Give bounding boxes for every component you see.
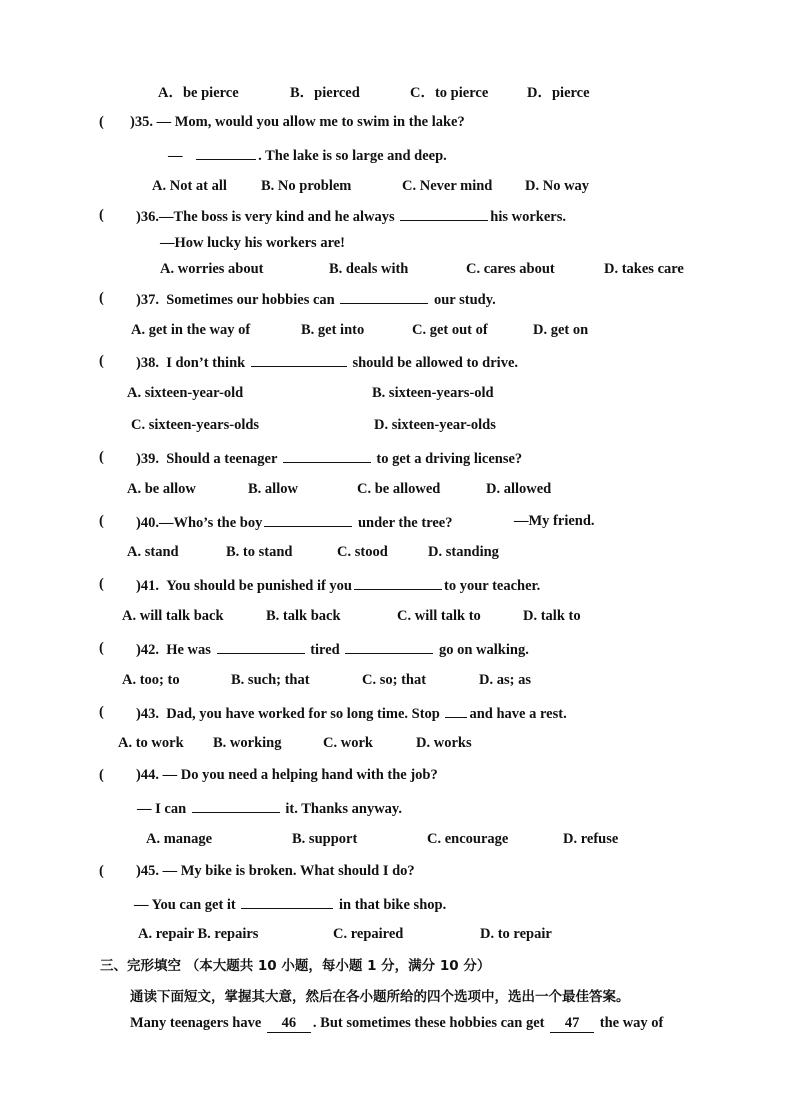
passage-text-3: the way of — [599, 1015, 664, 1031]
option-c: C. encourage — [427, 831, 509, 847]
reply-text: — I can — [137, 801, 187, 817]
q44-reply — [137, 798, 402, 818]
question-stem — [136, 639, 529, 659]
option-c: C. cares about — [466, 261, 555, 277]
answer-paren-open: ( — [99, 207, 104, 223]
question-number: )44. — [136, 767, 159, 783]
answer-blank-2[interactable] — [345, 639, 433, 654]
question-number: )45. — [136, 863, 159, 879]
answer-blank[interactable] — [354, 575, 442, 590]
stem-text-after: to your teacher. — [444, 578, 541, 594]
answer-paren-open: ( — [99, 863, 104, 879]
stem-text: You should be punished if you — [166, 578, 352, 594]
option-d: D. talk to — [523, 608, 581, 624]
question-stem — [136, 862, 415, 880]
stem-text: Dad, you have worked for so long time. Stop — [166, 706, 440, 722]
answer-blank[interactable] — [445, 703, 467, 718]
answer-paren-open: ( — [99, 704, 104, 720]
option-d: D. works — [416, 735, 472, 751]
stem-text: Sometimes our hobbies can — [166, 292, 335, 308]
stem-text-after: to get a driving license? — [376, 451, 523, 467]
question-number: )40. — [136, 515, 159, 531]
reply-text-after: in that bike shop. — [339, 897, 447, 913]
answer-blank[interactable] — [340, 289, 428, 304]
option-d: D. No way — [525, 178, 590, 194]
option-c: C. get out of — [412, 322, 488, 338]
question-number: )41. — [136, 578, 159, 594]
stem-text-after: should be allowed to drive. — [352, 355, 519, 371]
option-b: B. such; that — [231, 672, 310, 688]
option-c: C. be allowed — [357, 481, 441, 497]
reply-text-after: it. Thanks anyway. — [285, 801, 402, 817]
section-heading: 三、完形填空 （本大题共 10 小题，每小题 1 分，满分 10 分） — [100, 958, 491, 974]
blank-number: 47 — [564, 1015, 580, 1031]
question-number: )37. — [136, 292, 159, 308]
option-b: B. allow — [248, 481, 298, 497]
stem-text: Should a teenager — [166, 451, 278, 467]
stem-text-after: and have a rest. — [469, 706, 567, 722]
option-a: A. worries about — [160, 261, 264, 277]
option-b: B. get into — [301, 322, 365, 338]
stem-text-after: go on walking. — [438, 642, 529, 658]
option-c: C. stood — [337, 544, 388, 560]
answer-blank[interactable] — [241, 894, 333, 909]
question-stem — [136, 703, 567, 723]
question-number: )36. — [136, 209, 159, 225]
stem-text: —The boss is very kind and he always — [158, 209, 395, 225]
stem-text: — My bike is broken. What should I do? — [162, 863, 415, 879]
option-a: A. Not at all — [152, 178, 227, 194]
reply-text: . The lake is so large and deep. — [258, 148, 447, 164]
q34-option-d: D．pierce — [527, 85, 590, 101]
option-c: C. so; that — [362, 672, 427, 688]
option-a-b: A. repair B. repairs — [138, 926, 259, 942]
question-stem — [136, 206, 566, 226]
stem-text: — Do you need a helping hand with the job? — [162, 767, 438, 783]
question-stem — [136, 766, 438, 784]
option-a: A. to work — [118, 735, 184, 751]
stem-text-after: his workers. — [490, 209, 567, 225]
option-b: B. deals with — [329, 261, 409, 277]
option-c: C. will talk to — [397, 608, 481, 624]
answer-blank[interactable] — [192, 798, 280, 813]
option-c: C. sixteen-years-olds — [131, 417, 260, 433]
question-number: )38. — [136, 355, 159, 371]
q34-option-b: B．pierced — [290, 85, 360, 101]
answer-paren-open: ( — [99, 513, 104, 529]
blank-number: 46 — [281, 1015, 297, 1031]
cloze-blank-47[interactable] — [550, 1014, 594, 1033]
stem-text-mid: tired — [310, 642, 340, 658]
option-d: D. allowed — [486, 481, 552, 497]
answer-paren-open: ( — [99, 449, 104, 465]
option-a: A. stand — [127, 544, 179, 560]
question-number: )35. — [130, 114, 153, 130]
question-number: )43. — [136, 706, 159, 722]
question-stem — [136, 289, 496, 309]
answer-blank[interactable] — [251, 352, 347, 367]
option-a: A. will talk back — [122, 608, 224, 624]
stem-text: — Mom, would you allow me to swim in the lake? — [156, 114, 465, 130]
option-b: B. talk back — [266, 608, 341, 624]
question-number: )39. — [136, 451, 159, 467]
q36-reply: —How lucky his workers are! — [160, 235, 346, 251]
q45-reply — [134, 894, 446, 914]
q35-reply — [168, 145, 447, 165]
stem-text-after: our study. — [433, 292, 496, 308]
reply-text: —My friend. — [514, 513, 595, 529]
passage-text: Many teenagers have — [130, 1015, 262, 1031]
answer-paren-open: ( — [99, 114, 104, 130]
question-stem — [130, 113, 465, 131]
stem-text: He was — [166, 642, 211, 658]
option-a: A. too; to — [122, 672, 180, 688]
answer-paren-open: ( — [99, 290, 104, 306]
option-a: A. be allow — [127, 481, 196, 497]
option-c: C. repaired — [333, 926, 404, 942]
question-stem — [136, 448, 522, 468]
stem-text: —Who’s the boy — [158, 515, 263, 531]
question-stem — [136, 512, 453, 532]
option-d: D. standing — [428, 544, 499, 560]
question-stem — [136, 575, 540, 595]
stem-text: I don’t think — [166, 355, 246, 371]
reply-text: — You can get it — [134, 897, 236, 913]
option-a: A. manage — [146, 831, 213, 847]
option-d: D. refuse — [563, 831, 619, 847]
dash: — — [168, 148, 183, 164]
option-d: D. get on — [533, 322, 589, 338]
q34-option-c: C．to pierce — [410, 85, 489, 101]
answer-blank-1[interactable] — [217, 639, 305, 654]
option-b: B. working — [213, 735, 282, 751]
section-instruction: 通读下面短文，掌握其大意，然后在各小题所给的四个选项中，选出一个最佳答案。 — [130, 989, 630, 1005]
cloze-blank-46[interactable] — [267, 1014, 311, 1033]
option-b: B. sixteen-years-old — [372, 385, 494, 401]
option-b: B. No problem — [261, 178, 352, 194]
option-d: D. to repair — [480, 926, 552, 942]
option-a: A. sixteen-year-old — [127, 385, 244, 401]
option-b: B. support — [292, 831, 358, 847]
passage-text-2: . But sometimes these hobbies can get — [312, 1015, 545, 1031]
answer-blank[interactable] — [283, 448, 371, 463]
stem-text-after: under the tree? — [357, 515, 453, 531]
answer-blank[interactable] — [196, 145, 256, 160]
answer-paren-open: ( — [99, 767, 104, 783]
option-a: A. get in the way of — [131, 322, 251, 338]
option-c: C. Never mind — [402, 178, 493, 194]
answer-blank[interactable] — [264, 512, 352, 527]
question-stem — [136, 352, 518, 372]
option-d: D. takes care — [604, 261, 684, 277]
option-d: D. as; as — [479, 672, 531, 688]
answer-paren-open: ( — [99, 353, 104, 369]
passage-line — [130, 1014, 663, 1033]
option-c: C. work — [323, 735, 373, 751]
answer-blank[interactable] — [400, 206, 488, 221]
q34-option-a: A．be pierce — [158, 85, 239, 101]
answer-paren-open: ( — [99, 640, 104, 656]
question-number: )42. — [136, 642, 159, 658]
option-d: D. sixteen-year-olds — [374, 417, 496, 433]
answer-paren-open: ( — [99, 576, 104, 592]
option-b: B. to stand — [226, 544, 293, 560]
